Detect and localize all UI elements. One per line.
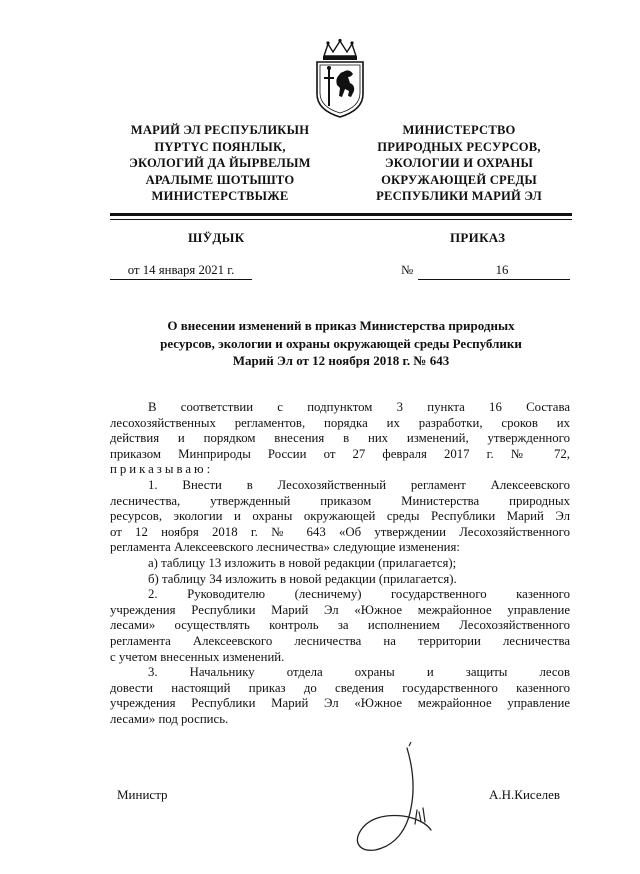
body-line: приказом Минприроды России от 27 февраля 2017 г. № 72,: [110, 446, 570, 461]
header-russian: [352, 122, 566, 205]
header-russian-line: ОКРУЖАЮЩЕЙ СРЕДЫ: [381, 172, 537, 187]
body-line: лесничества, утвержденный приказом Министерства природных: [110, 493, 570, 508]
header-mari-line: МИНИСТЕРСТВЫЖЕ: [151, 189, 289, 204]
body-line: 3. Начальнику отдела охраны и защиты лесов: [148, 665, 570, 680]
order-number: 16: [495, 263, 509, 277]
body-line: 1. Внести в Лесохозяйственный регламент Алексеевского: [148, 477, 570, 492]
doc-type-russian: ПРИКАЗ: [450, 230, 506, 245]
order-number-label: №: [401, 263, 414, 277]
coat-of-arms-icon: [310, 38, 370, 120]
body-line: учреждения Республики Марий Эл «Южное межрайонное управление: [110, 602, 570, 617]
body-line: В соответствии с подпунктом 3 пункта 16 Состава: [148, 400, 570, 414]
doc-type-mari: ШӰДЫК: [188, 230, 245, 245]
body-line: ресурсов, экологии и охраны окружающей среды Республики Марий Эл: [110, 509, 570, 524]
order-number-field: [418, 263, 570, 280]
signer-name: А.Н.Киселев: [489, 787, 560, 802]
header-mari-line: МАРИЙ ЭЛ РЕСПУБЛИКЫН: [130, 123, 310, 137]
body-line: учреждения Республики Марий Эл «Южное межрайонное управление: [110, 696, 570, 711]
header-mari-line: ЭКОЛОГИЙ ДА ЙЫРВЕЛЫМ: [129, 156, 311, 171]
header-russian-line: РЕСПУБЛИКИ МАРИЙ ЭЛ: [376, 189, 542, 204]
body-line: б) таблицу 34 изложить в новой редакции (прилагается).: [148, 571, 457, 586]
body-line-order-word: приказываю:: [110, 462, 214, 477]
signature-icon: [345, 738, 455, 858]
header-mari-line: ПҮРТҮС ПОЯНЛЫК,: [154, 139, 286, 154]
header-russian-line: МИНИСТЕРСТВО: [402, 123, 516, 137]
coat-of-arms-emblem: [310, 38, 370, 120]
body-line: лесами» под роспись.: [110, 711, 229, 726]
header-divider-thin: [110, 219, 572, 220]
order-title-line: О внесении изменений в приказ Министерства природных: [167, 318, 515, 333]
body-line: а) таблицу 13 изложить в новой редакции (прилагается);: [148, 555, 457, 570]
body-line: с учетом внесенных изменений.: [110, 649, 285, 664]
header-mari-line: АРАЛЫМЕ ШОТЫШТО: [145, 172, 295, 187]
body-line: регламента Алексеевского лесничества на территории лесничества: [110, 633, 570, 648]
body-line: лесохозяйственных регламентов, порядка их разработки, сроков их: [110, 415, 570, 430]
body-line: от 12 ноября 2018 г. № 643 «Об утверждении Лесохозяйственного: [110, 524, 570, 539]
header-mari: [106, 122, 334, 205]
order-body: [110, 400, 570, 727]
header-russian-line: ПРИРОДНЫХ РЕСУРСОВ,: [377, 139, 541, 154]
header-russian-line: ЭКОЛОГИИ И ОХРАНЫ: [384, 156, 534, 171]
order-date: от 14 января 2021 г.: [110, 263, 252, 280]
body-line: довести настоящий приказ до сведения государственного казенного: [110, 680, 570, 695]
order-title: [130, 317, 552, 370]
handwritten-signature: [345, 738, 455, 858]
body-line: лесами» осуществлять контроль за исполнением Лесохозяйственного: [110, 618, 570, 633]
header-divider-thick: [110, 213, 572, 216]
order-title-line: ресурсов, экологии и охраны окружающей среды Республики: [160, 335, 522, 351]
body-line: действия и порядком внесения в них изменений, утвержденного: [110, 431, 570, 446]
body-line: 2. Руководителю (лесничему) государственного казенного: [148, 587, 570, 602]
body-line: регламента Алексеевского лесничества» следующие изменения:: [110, 540, 460, 555]
signer-role: Министр: [117, 787, 168, 802]
order-title-line: Марий Эл от 12 ноября 2018 г. № 643: [232, 353, 450, 368]
